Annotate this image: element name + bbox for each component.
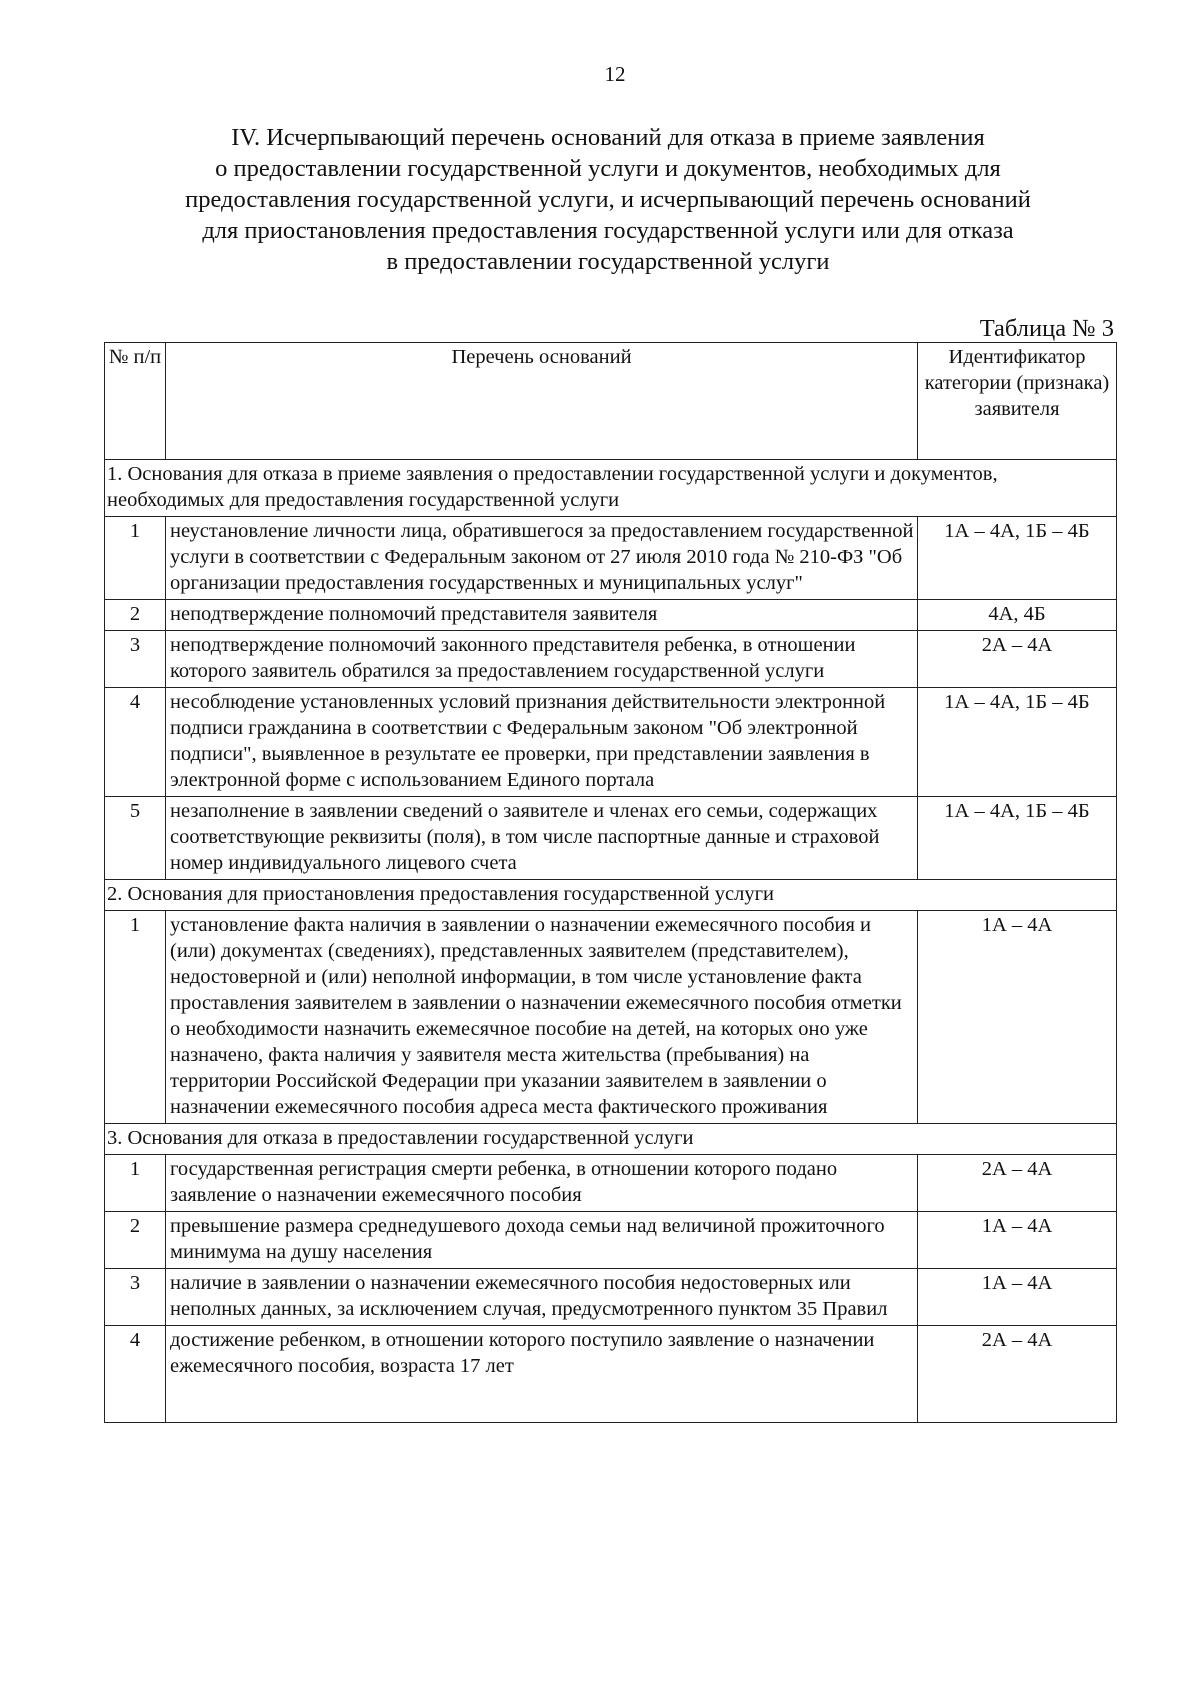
row-num: 3 (105, 631, 166, 688)
table-row (105, 688, 1117, 797)
table-row (105, 631, 1117, 688)
section-title: 2. Основания для приостановления предоставления государственной услуги (105, 880, 1117, 911)
row-code: 2А – 4А (918, 1326, 1117, 1423)
table-row (105, 911, 1117, 1124)
header-reasons: Перечень оснований (166, 343, 918, 460)
row-code: 2А – 4А (918, 1155, 1117, 1212)
row-code: 1А – 4А (918, 911, 1117, 1124)
table-row (105, 797, 1117, 880)
row-code: 1А – 4А, 1Б – 4Б (918, 517, 1117, 600)
page-number: 12 (604, 62, 626, 86)
table-row (105, 1155, 1117, 1212)
row-text: несоблюдение установленных условий признания действительности электронной подписи гражданина в соответствии с Федеральным законом "Об электронной подписи", выявленное в результате ее проверки, при представлении заявления в электронной форме с использованием Единого портала (166, 688, 918, 797)
row-text: незаполнение в заявлении сведений о заявителе и членах его семьи, содержащих соответствующие реквизиты (поля), в том числе паспортные данные и страховой номер индивидуального лицевого счета (166, 797, 918, 880)
row-text: неподтверждение полномочий представителя заявителя (166, 600, 918, 631)
section-row (105, 460, 1117, 517)
heading-line: о предоставлении государственной услуги и документов, необходимых для (215, 155, 1001, 182)
heading-line: предоставления государственной услуги, и исчерпывающий перечень оснований (185, 186, 1031, 213)
row-text: неустановление личности лица, обратившегося за предоставлением государственной услуги в соответствии с Федеральным законом от 27 июля 2010 года № 210-ФЗ "Об организации предоставления государственных и муниципальных услуг" (166, 517, 918, 600)
row-code: 1А – 4А, 1Б – 4Б (918, 797, 1117, 880)
section-heading (108, 122, 1108, 277)
table-caption: Таблица № 3 (979, 315, 1114, 342)
row-code: 1А – 4А, 1Б – 4Б (918, 688, 1117, 797)
row-num: 1 (105, 1155, 166, 1212)
row-text: достижение ребенком, в отношении которого поступило заявление о назначении ежемесячного пособия, возраста 17 лет (166, 1326, 918, 1423)
row-num: 2 (105, 600, 166, 631)
section-title: 3. Основания для отказа в предоставлении государственной услуги (105, 1124, 1117, 1155)
row-num: 2 (105, 1212, 166, 1269)
row-num: 1 (105, 517, 166, 600)
row-num: 4 (105, 688, 166, 797)
heading-line: для приостановления предоставления государственной услуги или для отказа (202, 217, 1014, 244)
row-text: государственная регистрация смерти ребенка, в отношении которого подано заявление о назначении ежемесячного пособия (166, 1155, 918, 1212)
row-code: 1А – 4А (918, 1212, 1117, 1269)
heading-line: IV. Исчерпывающий перечень оснований для отказа в приеме заявления (231, 124, 985, 151)
heading-line: в предоставлении государственной услуги (386, 248, 830, 275)
table-row (105, 1212, 1117, 1269)
row-text: наличие в заявлении о назначении ежемесячного пособия недостоверных или неполных данных, за исключением случая, предусмотренного пунктом 35 Правил (166, 1269, 918, 1326)
table-row (105, 1326, 1117, 1423)
row-text: установление факта наличия в заявлении о назначении ежемесячного пособия и (или) документах (сведениях), представленных заявителем (представителем), недостоверной и (или) неполной информации, в том числе установление факта проставления заявителем в заявлении о назначении ежемесячного пособия отметки о необходимости назначить ежемесячное пособие на детей, на которых оно уже назначено, факта наличия у заявителя места жительства (пребывания) на территории Российской Федерации при указании заявителем в заявлении о назначении ежемесячного пособия адреса места фактического проживания (166, 911, 918, 1124)
row-num: 5 (105, 797, 166, 880)
row-code: 2А – 4А (918, 631, 1117, 688)
section-row (105, 1124, 1117, 1155)
row-num: 4 (105, 1326, 166, 1423)
row-text: превышение размера среднедушевого дохода семьи над величиной прожиточного минимума на душу населения (166, 1212, 918, 1269)
table-row (105, 517, 1117, 600)
row-code: 1А – 4А (918, 1269, 1117, 1326)
table-row (105, 1269, 1117, 1326)
table-header-row (105, 343, 1117, 460)
header-num: № п/п (105, 343, 166, 460)
row-code: 4А, 4Б (918, 600, 1117, 631)
row-num: 1 (105, 911, 166, 1124)
header-code: Идентификатор категории (признака) заявителя (918, 343, 1117, 460)
section-title: 1. Основания для отказа в приеме заявления о предоставлении государственной услуги и документов, необходимых для предоставления государственной услуги (105, 460, 1117, 517)
section-row (105, 880, 1117, 911)
row-num: 3 (105, 1269, 166, 1326)
table-row (105, 600, 1117, 631)
row-text: неподтверждение полномочий законного представителя ребенка, в отношении которого заявитель обратился за предоставлением государственной услуги (166, 631, 918, 688)
grounds-table (104, 342, 1117, 1423)
